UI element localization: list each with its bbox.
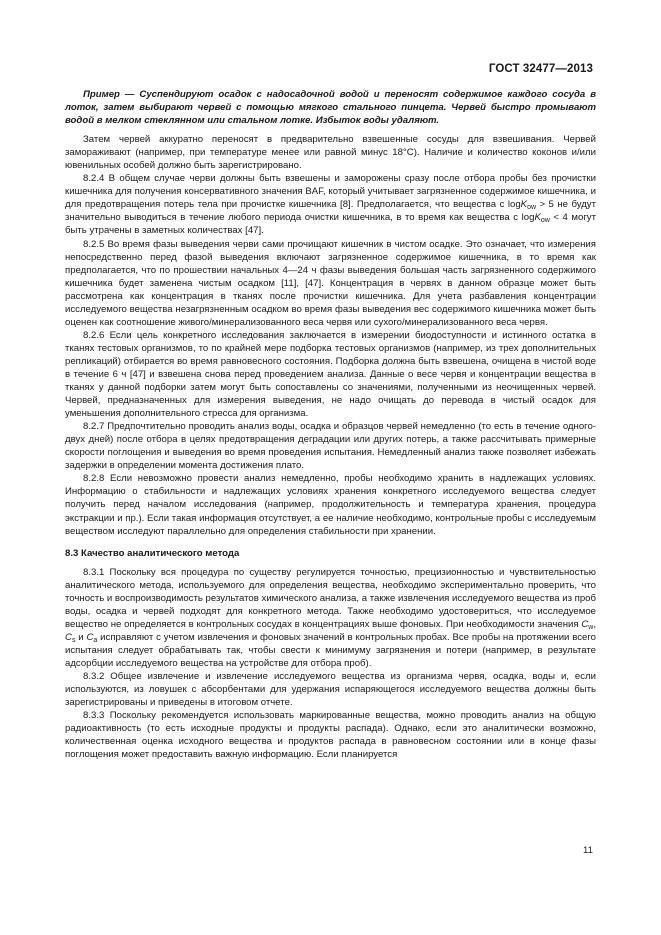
text-run: 8.3.1 Поскольку вся процедура по существу регулируется точностью, прецизионностью и чувствительностью аналитического метода, используемого для определения вещества, необходимо экспериментально проверить, что точность и воспроизводимость результатов химического анализа, а также извлечения исследуемого вещества из проб воды, осадка и червей подходят для конкретного метода. Также необходимо удостовериться, что исследуемое вещество не определяется в контрольных сосудах в концентрациях выше фоновых. При необходимости значения — [65, 566, 596, 630]
text-run: > 5 не будут значительно выводиться в течение любого периода очистки кишечника, в то время как вещества с log — [65, 199, 596, 224]
document-body — [65, 88, 596, 761]
subscript: ow — [540, 217, 550, 225]
subscript: s — [71, 636, 76, 644]
subscript: ow — [527, 204, 537, 212]
subscript: a — [93, 636, 98, 644]
paragraph-8-3-2: 8.3.2 Общее извлечение и извлечение исследуемого вещества из организма червя, осадка, воды и, если используются, из ловушек с абсорбентами для удержания испаряющегося исследуемого вещества должны быть зарегистрированы и приведены в итоговом отчете. — [65, 671, 596, 709]
standard-header: ГОСТ 32477—2013 — [488, 63, 593, 75]
paragraph-8-2-4 — [65, 172, 596, 237]
symbol-k: K — [520, 199, 528, 211]
text-run: 8.2.4 В общем случае черви должны быть взвешены и заморожены сразу после отбора пробы без прочистки кишечника для получения консервативного значения BAF, который учитывает загрязненное содержимое кишечника, и для предотвращения потерь тела при прочистке кишечника [8]. Предполагается, что вещества с log — [65, 173, 596, 211]
text-run: и — [75, 631, 87, 643]
paragraph-8-2-5: 8.2.5 Во время фазы выведения черви сами прочищают кишечник в чистом осадке. Это означает, что измерения непосредственно перед фазой выведения включают загрязненное содержимое кишечника, в то время как предполагается, что по прошествии начальных 4—24 ч фазы выведения большая часть загрязненного содержимого кишечника будет заменена чистым осадком [11], [47]. Концентрация в червях в данном образце может быть рассмотрена как концентрация в тканях после прочистки кишечника. Для учета разбавления концентрации исследуемого вещества незагрязненным осадком во время фазы выведения вес содержимого кишечника может быть оценен как соотношение живого/минерализованного веса червя или сухого/минерализованного веса червя. — [65, 238, 596, 328]
example-paragraph: Пример — Суспендируют осадок с надосадочной водой и переносят содержимое каждого сосуда в лоток, затем выбирают червей с помощью мягкого стального пинцета. Червей быстро промывают водой в мелком стеклянном или стальном лотке. Избыток воды удаляют. — [65, 89, 596, 127]
symbol-k: K — [534, 212, 541, 224]
paragraph-8-3-3: 8.3.3 Поскольку рекомендуется использовать маркированные вещества, можно проводить анализ на общую радиоактивность (то есть исходные продукты и продукты распада). Однако, если это аналитически возможно, количественная оценка исходного вещества и продуктов распада в равновесном состоянии или в конце фазы поглощения может предоставить важную информацию. Если планируется — [65, 710, 596, 761]
symbol-c: C — [65, 631, 72, 643]
paragraph-8-2-6: 8.2.6 Если цель конкретного исследования заключается в измерении биодоступности и истинного остатка в тканях тестовых организмов, то по крайней мере подборка тестовых организмов (например, из трех дополнительных репликаций) отбирается во время равновесного состояния. Подборка должна быть взвешена, очищена в чистой воде в течение 6 ч [47] и взвешена снова перед проведением анализа. Данные о весе червя и концентрации вещества в тканях у данной подборки затем могут быть сопоставлены со значениями, полученными из неочищенных червей. Червей, предназначенных для измерения выведения, не надо очищать до перевода в чистый осадок для уменьшения дополнительного стресса для организма. — [65, 329, 596, 420]
page-number: 11 — [583, 845, 593, 856]
text-run: , — [593, 618, 596, 630]
section-heading-8-3: 8.3 Качество аналитического метода — [65, 547, 240, 559]
paragraph-8-3-1 — [65, 566, 596, 670]
symbol-c: C — [581, 618, 589, 630]
text-run: исправляют с учетом извлечения и фоновых значений в контрольных пробах. Все пробы на протяжении всего испытания следует обрабатывать так, чтобы свести к минимуму загрязнения и потери (например, в результате адсорбции исследуемого вещества на устройстве для отбора проб). — [65, 631, 596, 669]
paragraph-8-2-7: 8.2.7 Предпочтительно проводить анализ воды, осадка и образцов червей немедленно (то есть в течение одного-двух дней) после отбора в целях предотвращения деградации или других потерь, а также рассчитывать примерные скорости поглощения и выведения во время проведения испытания. Немедленный анализ также позволяет избежать задержки в определении момента достижения плато. — [65, 421, 596, 472]
text-run: < 4 могут быть утрачены в заметных количествах [47]. — [65, 212, 597, 237]
symbol-c: C — [86, 631, 94, 643]
paragraph-worm-transfer: Затем червей аккуратно переносят в предварительно взвешенные сосуды для взвешивания. Червей замораживают (например, при температуре менее или равной минус 18°C). Наличие и количество коконов и/или ювенильных особей должно быть зарегистрировано. — [65, 134, 596, 172]
subscript: w — [588, 623, 594, 631]
paragraph-8-2-8: 8.2.8 Если невозможно провести анализ немедленно, пробы необходимо хранить в надлежащих условиях. Информацию о стабильности и надлежащих условиях хранения конкретного исследуемого вещества следует получить перед началом исследования (например, продолжительность и температура хранения, процедура экстракции и пр.). Если такая информация отсутствует, а ее наличие необходимо, контрольные пробы с исследуемым веществом исследуют параллельно для определения стабильности при хранении. — [65, 473, 596, 537]
